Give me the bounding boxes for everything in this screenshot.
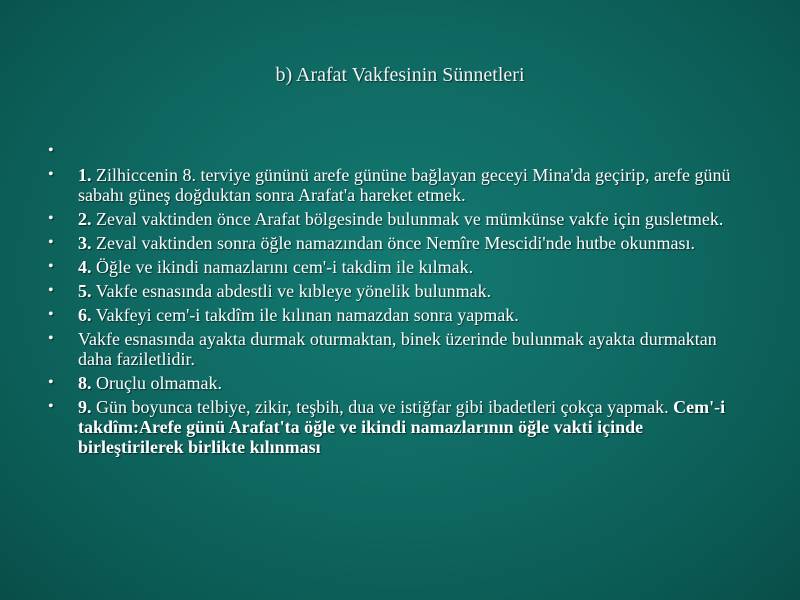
item-text: Gün boyunca telbiye, zikir, teşbih, dua ve istiğfar gibi ibadetleri çokça yapmak.: [91, 397, 674, 417]
bullet-item-7: [48, 329, 748, 369]
bullet-item-9: [48, 397, 748, 457]
bullet-item-5: [48, 281, 748, 301]
item-text: Vakfe esnasında ayakta durmak oturmaktan, binek üzerinde bulunmak ayakta durmaktan daha faziletlidir.: [78, 329, 717, 369]
item-number: 3.: [78, 233, 92, 253]
bullet-dot: •: [48, 306, 54, 323]
item-number: 9.: [78, 397, 92, 417]
bullet-dot: •: [48, 398, 54, 415]
item-number: 5.: [78, 281, 92, 301]
bullet-dot: •: [48, 374, 54, 391]
bullet-dot: •: [48, 258, 54, 275]
item-number: 1.: [78, 165, 92, 185]
item-text: Zeval vaktinden önce Arafat bölgesinde bulunmak ve mümkünse vakfe için gusletmek.: [91, 209, 724, 229]
definition-text: Cem'-i takdîm:Arefe günü Arafat'ta öğle ve ikindi namazlarının öğle vakti içinde birleştirilerek birlikte kılınması: [78, 397, 726, 457]
item-text: Zeval vaktinden sonra öğle namazından önce Nemîre Mescidi'nde hutbe okunması.: [91, 233, 696, 253]
item-number: 6.: [78, 305, 92, 325]
item-number: 8.: [78, 373, 92, 393]
bullet-dot: •: [48, 330, 54, 347]
item-text: Zilhiccenin 8. terviye gününü arefe gününe bağlayan geceyi Mina'da geçirip, arefe günü sabahı güneş doğduktan sonra Arafat'a hareket etmek.: [78, 165, 731, 205]
bullet-dot: •: [48, 210, 54, 227]
item-text: Oruçlu olmamak.: [91, 373, 222, 393]
bullet-dot: •: [48, 142, 54, 159]
item-text: Vakfe esnasında abdestli ve kıbleye yönelik bulunmak.: [91, 281, 492, 301]
bullet-item-8: [48, 373, 748, 393]
bullet-item-4: [48, 257, 748, 277]
bullet-item-1: [48, 165, 748, 205]
bullet-item-empty: [48, 141, 748, 161]
item-text: Vakfeyi cem'-i takdîm ile kılınan namazdan sonra yapmak.: [91, 305, 519, 325]
bullet-item-6: [48, 305, 748, 325]
bullet-item-2: [48, 209, 748, 229]
bullet-dot: •: [48, 166, 54, 183]
slide-title: b) Arafat Vakfesinin Sünnetleri: [275, 64, 525, 86]
bullet-dot: •: [48, 234, 54, 251]
item-text: Öğle ve ikindi namazlarını cem'-i takdim ile kılmak.: [91, 257, 474, 277]
item-number: 2.: [78, 209, 92, 229]
bullet-list: [48, 141, 748, 461]
bullet-dot: •: [48, 282, 54, 299]
bullet-item-3: [48, 233, 748, 253]
item-number: 4.: [78, 257, 92, 277]
